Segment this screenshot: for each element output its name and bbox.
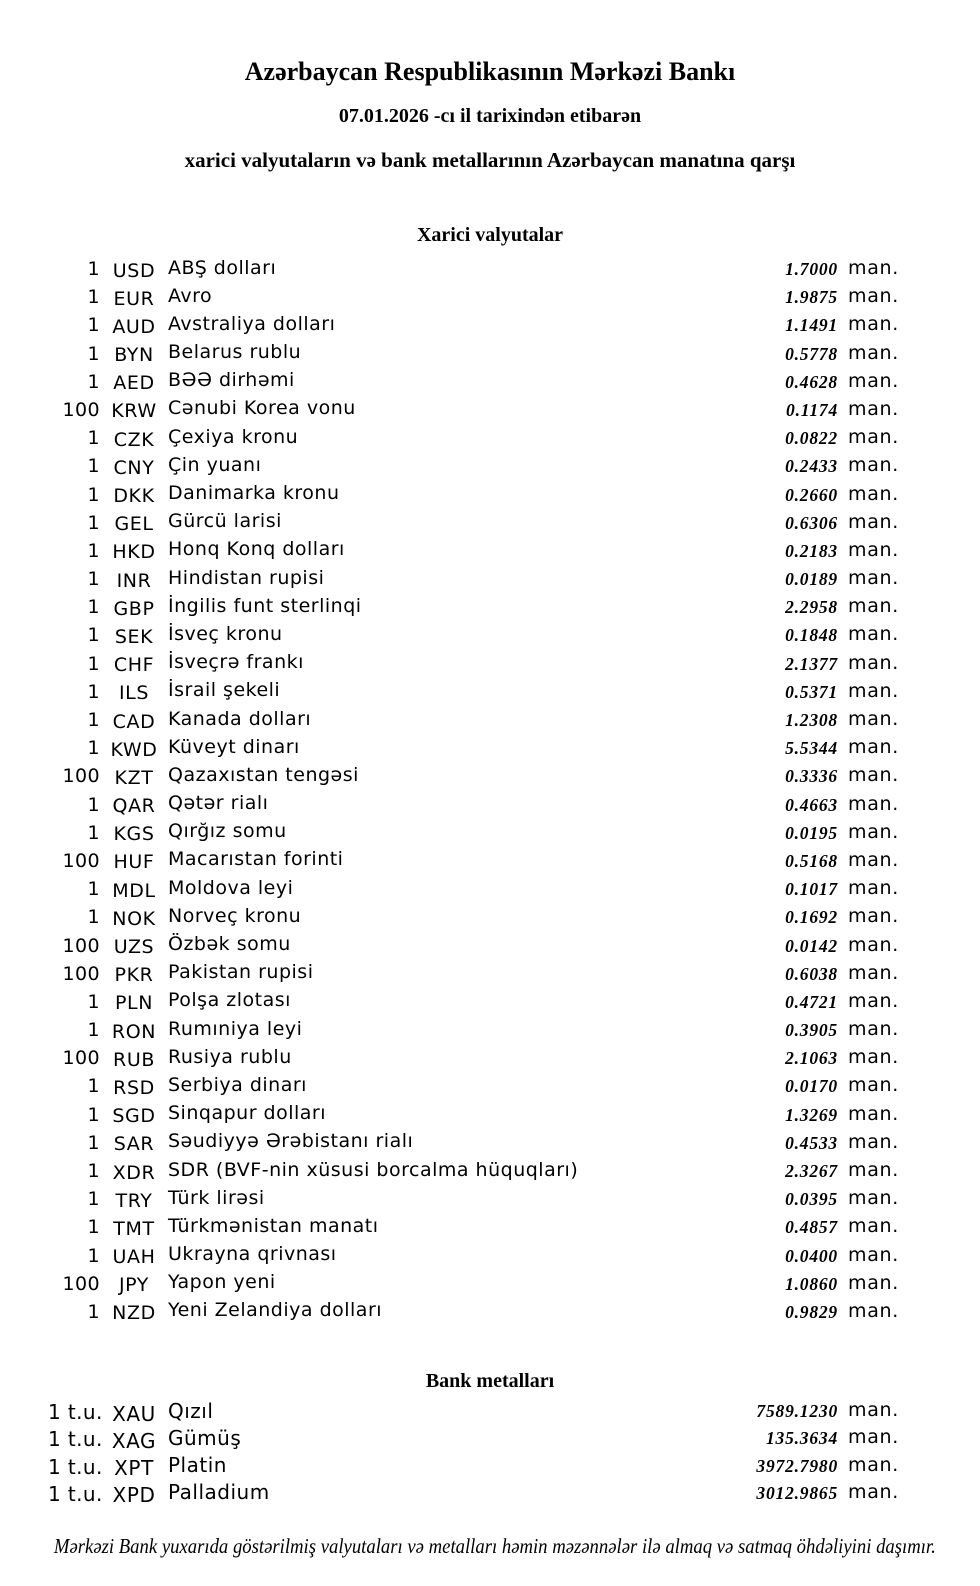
quantity-cell: 1 — [87, 1131, 100, 1154]
currency-row — [48, 1132, 908, 1160]
quantity-cell: 100 — [62, 398, 100, 421]
metal-name-cell: Qızıl — [168, 1398, 214, 1423]
currency-name-cell: Cənubi Korea vonu — [168, 397, 356, 420]
rate-cell: 0.0189 — [785, 569, 838, 590]
currency-code-cell: AUD — [112, 315, 156, 338]
currency-code-cell: TMT — [113, 1217, 155, 1240]
currencies-section-heading: Xarici valyutalar — [416, 224, 564, 246]
quantity-cell: 1 — [87, 596, 100, 619]
quantity-cell: 1 — [87, 1300, 100, 1323]
unit-cell: man. — [848, 651, 900, 674]
currency-row — [48, 1047, 908, 1075]
currency-code-cell: XDR — [112, 1161, 156, 1184]
unit-cell: man. — [848, 595, 900, 618]
currency-row — [48, 822, 908, 850]
currency-name-cell: SDR (BVF-nin xüsusi borcalma hüquqları) — [168, 1158, 579, 1181]
rate-cell: 0.5778 — [785, 343, 838, 364]
currency-name-cell: İngilis funt sterlinqi — [168, 594, 362, 617]
currency-row — [48, 1188, 908, 1216]
currency-name-cell: Belarus rublu — [168, 341, 302, 364]
currency-row — [48, 1075, 908, 1103]
quantity-cell: 1 — [87, 258, 100, 280]
rate-cell: 0.5371 — [785, 681, 838, 702]
metal-code-cell: XPD — [112, 1483, 156, 1508]
currency-name-cell: Ukrayna qrivnası — [168, 1243, 337, 1266]
currency-name-cell: Özbək somu — [168, 933, 291, 955]
unit-cell: man. — [848, 397, 900, 420]
currency-code-cell: CHF — [113, 654, 155, 677]
rate-cell: 0.5168 — [785, 850, 838, 871]
rate-cell: 2.1063 — [785, 1048, 838, 1069]
quantity-cell: 1 — [87, 878, 100, 901]
currency-name-cell: Macarıstan forinti — [168, 848, 344, 871]
currency-name-cell: Norveç kronu — [168, 904, 302, 927]
quantity-cell: 1 — [87, 1075, 100, 1098]
quantity-cell: 1 — [87, 1103, 100, 1126]
rate-cell: 0.1848 — [785, 625, 838, 646]
unit-cell: man. — [848, 1215, 900, 1238]
quantity-cell: 1 — [87, 1019, 100, 1042]
currency-row — [48, 1160, 908, 1188]
unit-cell: man. — [848, 1046, 900, 1069]
rate-cell: 0.0822 — [785, 428, 838, 449]
rate-cell: 1.0860 — [785, 1273, 838, 1294]
metal-name-cell: Palladium — [168, 1480, 270, 1505]
unit-cell: man. — [848, 426, 900, 449]
currency-code-cell: KGS — [113, 823, 155, 846]
currency-code-cell: AED — [113, 372, 155, 395]
currency-row — [48, 1104, 908, 1132]
page-subtitle: xarici valyutaların və bank metallarının Azərbaycan manatına qarşı — [184, 148, 796, 172]
metals-section-heading: Bank metalları — [425, 1370, 555, 1392]
unit-cell: man. — [848, 764, 900, 787]
currency-row — [48, 963, 908, 991]
currency-name-cell: Pakistan rupisi — [168, 961, 314, 984]
rate-cell: 1.1491 — [785, 315, 838, 336]
unit-cell: man. — [848, 482, 900, 505]
unit-cell: man. — [848, 1018, 900, 1041]
unit-cell: man. — [848, 905, 900, 928]
quantity-cell: 1 — [87, 314, 100, 337]
currency-name-cell: Yeni Zelandiya dolları — [168, 1299, 383, 1322]
currency-code-cell: KZT — [114, 766, 154, 789]
footer-note: Mərkəzi Bank yuxarıda göstərilmiş valyutaları və metalları həmin məzənnələr ilə almaq və satmaq öhdəliyini daşımır. — [53, 1534, 936, 1558]
currency-name-cell: Yapon yeni — [168, 1271, 276, 1294]
currency-row — [48, 399, 908, 427]
currency-name-cell: Serbiya dinarı — [168, 1073, 307, 1096]
unit-cell: man. — [848, 567, 900, 590]
unit-cell: man. — [848, 679, 900, 702]
currency-code-cell: KWD — [110, 738, 158, 761]
quantity-cell: 1 t.u. — [48, 1481, 103, 1506]
unit-cell: man. — [848, 257, 900, 279]
currency-code-cell: MDL — [112, 879, 156, 902]
currency-row — [48, 484, 908, 512]
metal-code-cell: XAG — [111, 1428, 157, 1453]
quantity-cell: 1 — [87, 1216, 100, 1239]
currency-row — [48, 512, 908, 540]
quantity-cell: 1 — [87, 821, 100, 844]
quantity-cell: 1 — [87, 539, 100, 562]
unit-cell: man. — [848, 1102, 900, 1125]
currency-row — [48, 596, 908, 624]
quantity-cell: 100 — [62, 765, 100, 788]
metal-code-cell: XAU — [112, 1401, 156, 1426]
currency-row — [48, 427, 908, 455]
currency-row — [48, 1019, 908, 1047]
rate-cell: 2.3267 — [785, 1161, 838, 1181]
quantity-cell: 1 — [87, 709, 100, 731]
currency-code-cell: PKR — [114, 964, 154, 987]
unit-cell: man. — [848, 1159, 900, 1181]
rate-cell: 3012.9865 — [756, 1482, 838, 1503]
unit-cell: man. — [848, 1299, 900, 1322]
rate-cell: 0.4663 — [785, 794, 838, 815]
unit-cell: man. — [848, 285, 900, 308]
currency-row — [48, 878, 908, 906]
unit-cell: man. — [848, 820, 900, 843]
currency-name-cell: BƏƏ dirhəmi — [168, 369, 295, 392]
quantity-cell: 100 — [62, 849, 100, 872]
rate-cell: 0.4628 — [785, 371, 838, 392]
rate-cell: 0.3905 — [785, 1020, 838, 1041]
currency-row — [48, 737, 908, 765]
currency-name-cell: Çin yuanı — [168, 453, 262, 476]
rate-cell: 0.4721 — [785, 991, 838, 1012]
unit-cell: man. — [848, 1426, 900, 1449]
currency-row — [48, 653, 908, 681]
currency-name-cell: Türk lirəsi — [168, 1186, 265, 1209]
currency-code-cell: UZS — [113, 936, 155, 958]
unit-cell: man. — [848, 708, 900, 730]
rate-cell: 1.9875 — [785, 287, 838, 308]
currency-name-cell: Səudiyyə Ərəbistanı rialı — [168, 1130, 414, 1153]
rate-cell: 0.6038 — [785, 963, 838, 984]
quantity-cell: 100 — [62, 1272, 100, 1295]
rate-cell: 0.0395 — [785, 1189, 838, 1210]
currency-name-cell: İsrail şekeli — [168, 679, 281, 702]
quantity-cell: 1 — [87, 1188, 100, 1211]
currency-name-cell: Qətər rialı — [168, 792, 269, 815]
currency-name-cell: Moldova leyi — [168, 876, 294, 899]
unit-cell: man. — [848, 736, 900, 759]
quantity-cell: 1 — [87, 370, 100, 393]
currency-row — [48, 794, 908, 822]
quantity-cell: 1 — [87, 652, 100, 675]
unit-cell: man. — [848, 538, 900, 561]
unit-cell: man. — [848, 341, 900, 364]
rate-cell: 0.4857 — [785, 1217, 838, 1238]
rate-cell: 1.7000 — [785, 259, 838, 279]
quantity-cell: 1 — [87, 624, 100, 647]
currency-name-cell: ABŞ dolları — [168, 256, 277, 279]
currency-name-cell: Avstraliya dolları — [168, 312, 336, 335]
currency-row — [48, 709, 908, 737]
currency-name-cell: İsveçrə frankı — [168, 651, 304, 674]
currency-name-cell: Küveyt dinarı — [168, 735, 300, 758]
unit-cell: man. — [848, 1187, 900, 1210]
page-title: Azərbaycan Respublikasının Mərkəzi Bankı — [244, 57, 736, 86]
rate-cell: 0.1174 — [786, 399, 838, 420]
currency-code-cell: UAH — [112, 1246, 156, 1269]
currency-code-cell: CAD — [112, 710, 156, 733]
rate-cell: 2.2958 — [785, 597, 838, 618]
unit-cell: man. — [848, 510, 900, 533]
currency-code-cell: RON — [111, 1020, 157, 1043]
quantity-cell: 1 t.u. — [48, 1400, 103, 1424]
currency-code-cell: RUB — [113, 1048, 155, 1071]
rate-cell: 0.2433 — [785, 456, 838, 477]
metal-row — [48, 1455, 908, 1482]
currency-name-cell: Danimarka kronu — [168, 482, 340, 504]
currency-row — [48, 991, 908, 1019]
currency-row — [48, 286, 908, 314]
rate-cell: 1.3269 — [785, 1104, 838, 1125]
currency-code-cell: PLN — [114, 992, 154, 1015]
currency-name-cell: Rumıniya leyi — [168, 1017, 303, 1040]
currency-name-cell: Honq Konq dolları — [168, 538, 345, 561]
quantity-cell: 1 — [87, 342, 100, 365]
quantity-cell: 1 — [87, 511, 100, 534]
unit-cell: man. — [848, 1243, 900, 1266]
rate-cell: 135.3634 — [765, 1428, 838, 1449]
currency-row — [48, 1245, 908, 1273]
quantity-cell: 1 — [87, 737, 100, 760]
currency-code-cell: GBP — [113, 597, 155, 620]
quantity-cell: 1 — [87, 455, 100, 478]
quantity-cell: 1 — [87, 483, 100, 506]
unit-cell: man. — [848, 623, 900, 646]
rate-cell: 3972.7980 — [756, 1455, 838, 1476]
currency-row — [48, 314, 908, 342]
currency-code-cell: SAR — [113, 1133, 155, 1156]
currency-name-cell: Polşa zlotası — [168, 989, 291, 1012]
unit-cell: man. — [848, 1399, 900, 1421]
unit-cell: man. — [848, 454, 900, 477]
currency-name-cell: Qırğız somu — [168, 820, 287, 843]
metal-row — [48, 1400, 908, 1427]
currency-name-cell: Çexiya kronu — [168, 425, 299, 448]
quantity-cell: 100 — [62, 934, 100, 957]
quantity-cell: 1 — [87, 286, 100, 309]
currency-name-cell: Avro — [168, 284, 213, 307]
currency-code-cell: HKD — [112, 541, 156, 564]
currency-row — [48, 1273, 908, 1301]
currency-row — [48, 765, 908, 793]
effective-date-line: 07.01.2026 -cı il tarixindən etibarən — [338, 105, 642, 127]
metal-name-cell: Gümüş — [168, 1425, 242, 1450]
metals-table — [48, 1400, 908, 1509]
currency-row — [48, 568, 908, 596]
currency-code-cell: CZK — [113, 428, 155, 451]
unit-cell: man. — [848, 792, 900, 815]
currency-name-cell: İsveç kronu — [168, 622, 283, 645]
unit-cell: man. — [848, 989, 900, 1012]
metal-code-cell: XPT — [114, 1456, 154, 1481]
currency-row — [48, 906, 908, 934]
unit-cell: man. — [848, 1130, 900, 1153]
currency-row — [48, 1301, 908, 1329]
currency-row — [48, 343, 908, 371]
rate-cell: 0.0400 — [785, 1245, 838, 1266]
rate-cell: 2.1377 — [785, 653, 838, 674]
currency-code-cell: ILS — [118, 682, 150, 705]
metal-row — [48, 1427, 908, 1454]
quantity-cell: 1 t.u. — [48, 1454, 103, 1479]
metal-name-cell: Platin — [168, 1453, 227, 1478]
currency-code-cell: GEL — [114, 513, 154, 536]
quantity-cell: 1 — [87, 1244, 100, 1267]
currency-row — [48, 935, 908, 963]
rate-cell: 0.0195 — [785, 822, 838, 843]
currency-code-cell: INR — [116, 569, 152, 592]
currency-code-cell: RSD — [113, 1076, 155, 1099]
quantity-cell: 100 — [62, 962, 100, 985]
currency-row — [48, 258, 908, 286]
quantity-cell: 100 — [62, 1047, 100, 1070]
currency-name-cell: Kanada dolları — [168, 707, 312, 730]
rate-cell: 0.1017 — [785, 879, 838, 900]
rate-cell: 0.0142 — [785, 935, 838, 956]
currency-row — [48, 1216, 908, 1244]
quantity-cell: 1 — [87, 990, 100, 1013]
quantity-cell: 1 — [87, 1160, 100, 1182]
unit-cell: man. — [848, 369, 900, 392]
unit-cell: man. — [848, 1074, 900, 1097]
currency-code-cell: CNY — [113, 456, 155, 479]
currency-row — [48, 455, 908, 483]
metal-row — [48, 1482, 908, 1509]
currency-code-cell: NOK — [112, 907, 156, 930]
currency-code-cell: HUF — [113, 851, 155, 874]
currency-row — [48, 681, 908, 709]
rate-cell: 7589.1230 — [756, 1401, 838, 1421]
quantity-cell: 1 — [87, 568, 100, 591]
currency-code-cell: QAR — [112, 795, 156, 818]
currency-code-cell: EUR — [113, 287, 155, 310]
currency-code-cell: KRW — [111, 400, 157, 423]
rate-cell: 0.6306 — [785, 512, 838, 533]
currency-table — [48, 258, 908, 1329]
unit-cell: man. — [848, 1271, 900, 1294]
quantity-cell: 1 — [87, 427, 100, 450]
quantity-cell: 1 — [87, 793, 100, 816]
unit-cell: man. — [848, 313, 900, 336]
currency-name-cell: Gürcü larisi — [168, 510, 282, 533]
quantity-cell: 1 — [87, 906, 100, 929]
rate-cell: 0.1692 — [785, 907, 838, 928]
currency-name-cell: Hindistan rupisi — [168, 566, 325, 589]
currency-code-cell: DKK — [113, 485, 155, 507]
currency-row — [48, 540, 908, 568]
unit-cell: man. — [848, 933, 900, 956]
rate-cell: 0.9829 — [785, 1301, 838, 1322]
currency-code-cell: SGD — [112, 1105, 156, 1128]
quantity-cell: 1 t.u. — [48, 1427, 103, 1452]
currency-code-cell: USD — [112, 259, 156, 282]
unit-cell: man. — [848, 1480, 900, 1503]
currency-code-cell: BYN — [114, 344, 154, 367]
rate-cell: 0.4533 — [785, 1132, 838, 1153]
currency-code-cell: TRY — [115, 1189, 153, 1212]
rate-cell: 5.5344 — [785, 738, 838, 759]
currency-name-cell: Rusiya rublu — [168, 1045, 292, 1068]
currency-name-cell: Türkmənistan manatı — [168, 1214, 379, 1237]
currency-code-cell: JPY — [118, 1274, 150, 1297]
currency-row — [48, 850, 908, 878]
unit-cell: man. — [848, 961, 900, 984]
rate-cell: 1.2308 — [785, 710, 838, 730]
quantity-cell: 1 — [87, 680, 100, 703]
unit-cell: man. — [848, 848, 900, 871]
currency-row — [48, 624, 908, 652]
currency-code-cell: SEK — [114, 625, 154, 648]
currency-name-cell: Sinqapur dolları — [168, 1102, 327, 1125]
unit-cell: man. — [848, 877, 900, 900]
rate-cell: 0.3336 — [785, 766, 838, 787]
rate-cell: 0.0170 — [785, 1076, 838, 1097]
currency-row — [48, 371, 908, 399]
currency-code-cell: NZD — [112, 1302, 156, 1325]
rate-cell: 0.2183 — [785, 540, 838, 561]
currency-name-cell: Qazaxıstan tengəsi — [168, 763, 359, 786]
unit-cell: man. — [848, 1453, 900, 1476]
rate-cell: 0.2660 — [785, 484, 838, 505]
